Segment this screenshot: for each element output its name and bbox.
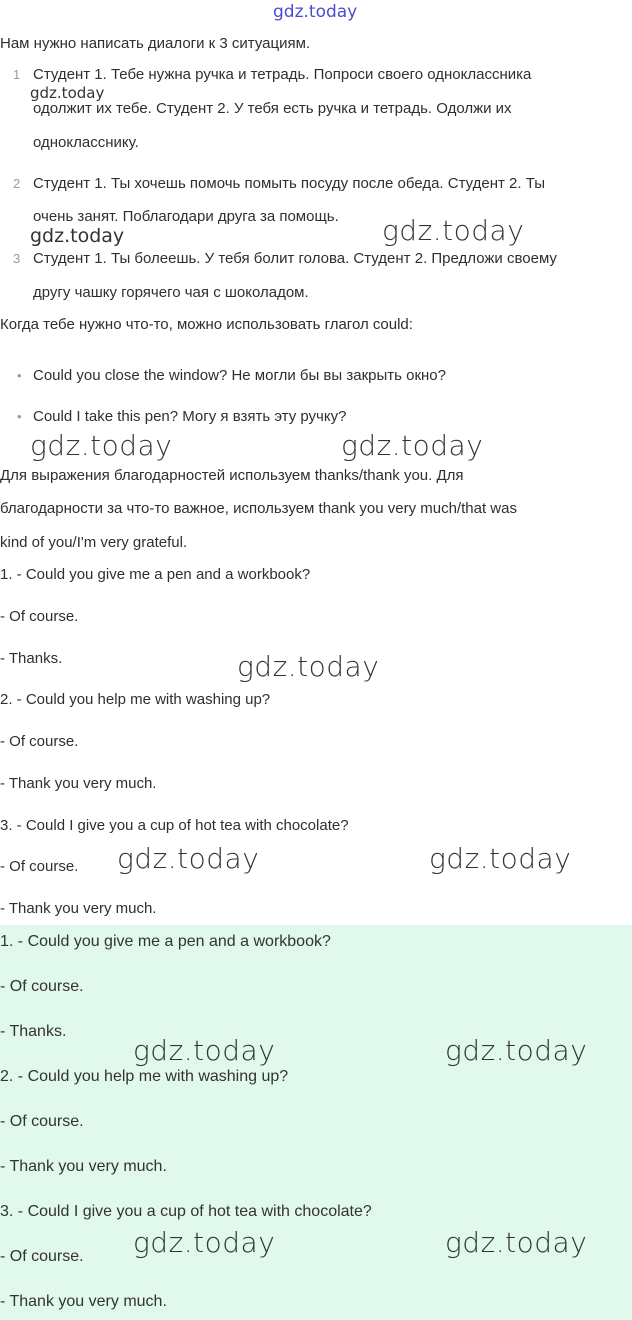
watermark: gdz.today <box>445 1034 588 1067</box>
dialogue-line: - Thanks. <box>0 650 63 667</box>
watermark: gdz.today <box>117 842 260 875</box>
watermark: gdz.today <box>133 1226 276 1259</box>
watermark: gdz.today <box>341 429 484 462</box>
watermark: gdz.today <box>237 650 380 683</box>
watermark: gdz.today <box>30 225 125 247</box>
dialogue-line: 1. - Could you give me a pen and a workbook? <box>0 566 311 583</box>
could-example: Could I take this pen? Могу я взять эту ручку? <box>33 408 347 425</box>
answer-line: - Of course. <box>0 978 84 995</box>
situation-text: Студент 1. Тебе нужна ручка и тетрадь. Попроси своего одноклассника <box>33 66 532 83</box>
situation-text: однокласснику. <box>33 134 139 151</box>
answer-line: 2. - Could you help me with washing up? <box>0 1068 289 1085</box>
situation-text: Студент 1. Ты хочешь помочь помыть посуду после обеда. Студент 2. Ты <box>33 175 546 192</box>
situation-text: Студент 1. Ты болеешь. У тебя болит голова. Студент 2. Предложи своему <box>33 250 557 267</box>
answer-line: 1. - Could you give me a pen and a workbook? <box>0 933 331 950</box>
watermark: gdz.today <box>30 84 105 102</box>
thanks-text: kind of you/I'm very grateful. <box>0 534 188 551</box>
answer-line: - Thank you very much. <box>0 1293 167 1310</box>
could-intro: Когда тебе нужно что-то, можно использовать глагол could: <box>0 316 413 333</box>
answer-line: - Of course. <box>0 1248 84 1265</box>
bullet-icon: • <box>17 409 22 424</box>
answer-line: - Of course. <box>0 1113 84 1130</box>
situation-number: 1 <box>13 67 21 82</box>
could-example: Could you close the window? Не могли бы вы закрыть окно? <box>33 367 446 384</box>
intro-text: Нам нужно написать диалоги к 3 ситуациям. <box>0 35 311 52</box>
dialogue-line: - Of course. <box>0 608 79 625</box>
thanks-text: благодарности за что-то важное, используем thank you very much/that was <box>0 500 517 517</box>
situation-number: 2 <box>13 176 21 191</box>
situation-text: другу чашку горячего чая с шоколадом. <box>33 284 309 301</box>
dialogue-line: - Thank you very much. <box>0 775 157 792</box>
watermark: gdz.today <box>382 214 525 247</box>
watermark: gdz.today <box>445 1226 588 1259</box>
dialogue-line: 2. - Could you help me with washing up? <box>0 691 271 708</box>
thanks-text: Для выражения благодарностей используем thanks/thank you. Для <box>0 467 464 484</box>
watermark: gdz.today <box>429 842 572 875</box>
dialogue-line: - Of course. <box>0 858 79 875</box>
situation-text: очень занят. Поблагодари друга за помощь. <box>33 208 339 225</box>
watermark: gdz.today <box>133 1034 276 1067</box>
answer-line: - Thanks. <box>0 1023 67 1040</box>
dialogue-line: - Of course. <box>0 733 79 750</box>
answer-line: 3. - Could I give you a cup of hot tea with chocolate? <box>0 1203 372 1220</box>
answer-box <box>0 925 632 1320</box>
situation-text: одолжит их тебе. Студент 2. У тебя есть ручка и тетрадь. Одолжи их <box>33 100 512 117</box>
dialogue-line: 3. - Could I give you a cup of hot tea with chocolate? <box>0 817 349 834</box>
situation-number: 3 <box>13 251 21 266</box>
watermark: gdz.today <box>30 429 173 462</box>
answer-line: - Thank you very much. <box>0 1158 167 1175</box>
dialogue-line: - Thank you very much. <box>0 900 157 917</box>
watermark-top: gdz.today <box>273 2 358 22</box>
bullet-icon: • <box>17 368 22 383</box>
